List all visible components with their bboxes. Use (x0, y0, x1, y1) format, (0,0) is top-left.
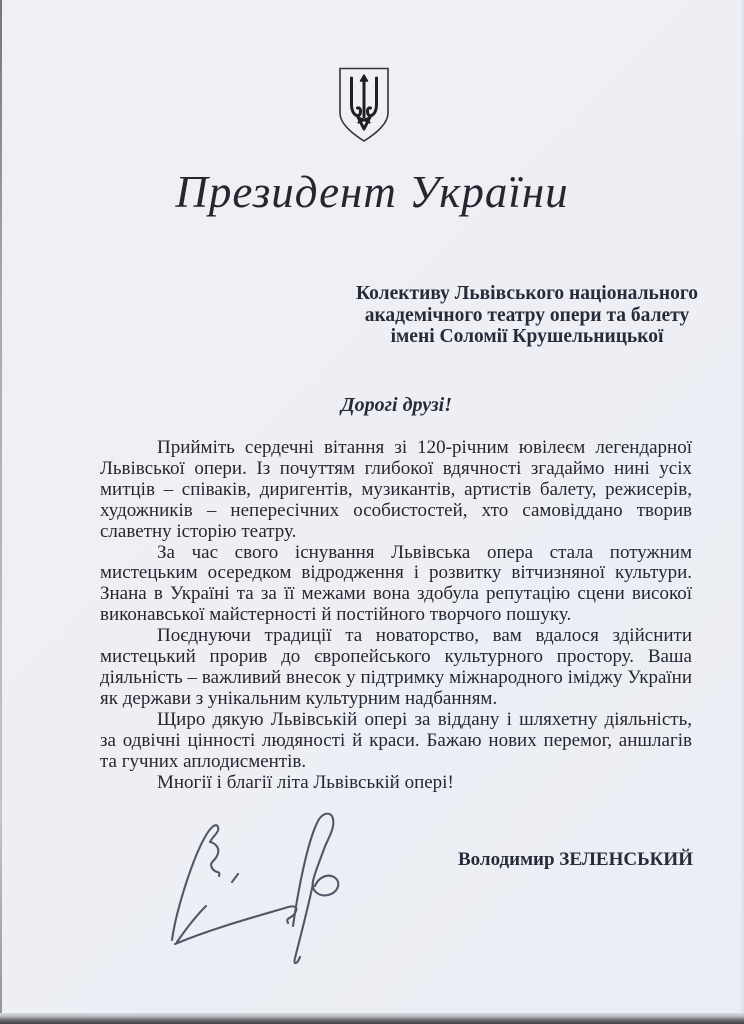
addressee-line: Колективу Львівського національного (356, 283, 698, 304)
addressee-block (352, 283, 702, 348)
letterhead-title: Президент України (175, 167, 569, 217)
scan-edge-left (0, 0, 2, 1024)
handwritten-signature-icon (158, 806, 378, 976)
ukraine-trident-icon (337, 66, 391, 144)
addressee-line: академічного театру опери та балету (364, 304, 690, 326)
letter-body (100, 438, 692, 793)
scan-edge-right (740, 0, 744, 1024)
salutation: Дорогі друзі! (341, 394, 453, 416)
letter-paragraph: Поєднуючи традиції та новаторство, вам вдалося здійснити мистецький прорив до європейського культурного простору. Ваша діяльність – важливий внесок у підтримку міжнародного іміджу України як держави з унікальним культурним надбанням. (100, 625, 692, 709)
letter-paragraph: Прийміть сердечні вітання зі 120-річним ювілеєм легендарної Львівської опери. Із почуттям глибокої вдячності згадаймо нині усіх митців – співаків, диригентів, музикантів, артистів балету, режисерів, художників – непересічних особистостей, хто самовіддано творив славетну історію театру. (100, 437, 692, 542)
letter-paragraph: За час свого існування Львівська опера стала потужним мистецьким осередком відродження і розвитку вітчизняної культури. Знана в Україні та за її межами вона здобула репутацію сцени високої виконавської майстерності й постійного творчого пошуку. (100, 541, 692, 626)
addressee-line: імені Соломії Крушельницької (390, 326, 664, 347)
signer-name: Володимир ЗЕЛЕНСЬКИЙ (458, 849, 693, 870)
letter-paragraph: Щиро дякую Львівській опері за віддану і шляхетну діяльність, за одвічні цінності людяності й краси. Бажаю нових перемог, аншлагів та гучних аплодисментів. (100, 708, 692, 772)
letter-paragraph: Многії і благії літа Львівській опері! (157, 771, 454, 793)
scan-edge-bottom (0, 1013, 744, 1024)
